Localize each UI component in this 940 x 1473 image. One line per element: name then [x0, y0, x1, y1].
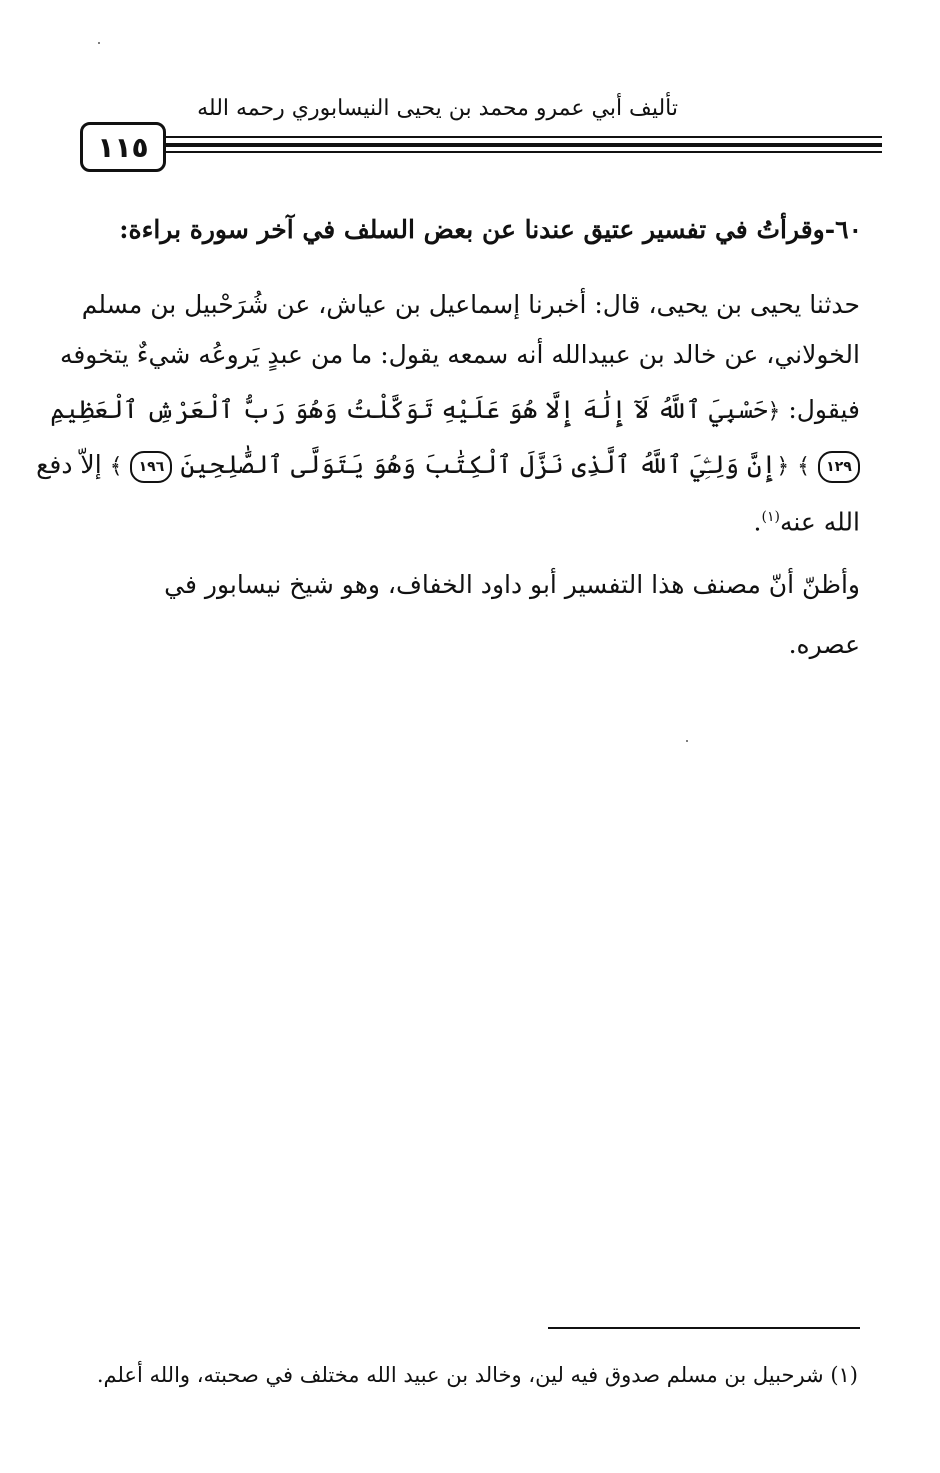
ornate-bracket-open: ﴿ — [767, 399, 781, 424]
text-run: الله عنه — [779, 507, 860, 537]
text-line — [36, 440, 860, 492]
period: . — [753, 507, 762, 537]
text-line: عصره. — [788, 630, 860, 659]
text-line: وأظنّ أنّ مصنف هذا التفسير أبو داود الخفاف، وهو شيخ نيسابور في — [164, 570, 860, 599]
header-rule — [160, 151, 882, 153]
item-heading: ٦٠-وقرأتُ في تفسير عتيق عندنا عن بعض السلف في آخر سورة براءة: — [119, 215, 862, 244]
text-line: حدثنا يحيى بن يحيى، قال: أخبرنا إسماعيل بن عياش، عن شُرَحْبيل بن مسلم — [81, 290, 860, 319]
text-run: فيقول: — [788, 395, 860, 424]
text-run: إلاّ دفع — [36, 450, 102, 479]
text-line — [754, 492, 860, 547]
footnote-separator — [548, 1327, 860, 1329]
page-number: ١١٥ — [80, 122, 166, 172]
speck — [98, 42, 100, 44]
ayah-number-marker: ١٢٩ — [818, 451, 860, 483]
footnote-ref[interactable]: (١) — [761, 509, 780, 525]
footnote: (١) شرحبيل بن مسلم صدوق فيه لين، وخالد بن عبيد الله مختلف في صحبته، والله أعلم. — [96, 1363, 858, 1387]
ornate-bracket-close: ﴾ — [797, 454, 811, 479]
ornate-bracket-close: ﴾ — [109, 454, 123, 479]
quran-verse: حَسْبِيَ ٱللَّهُ لَآ إِلَٰهَ إِلَّا هُوَ عَلَيْهِ تَوَكَّلْتُ وَهُوَ رَبُّ ٱلْعَرْشِ ٱلْعَظِيمِ — [50, 395, 768, 424]
speck — [686, 740, 688, 742]
text-line: الخولاني، عن خالد بن عبيدالله أنه سمعه يقول: ما من عبدٍ يَروعُه شيءٌ يتخوفه — [59, 340, 860, 369]
header-rule — [160, 136, 882, 138]
ornate-bracket-open: ﴿ — [776, 454, 790, 479]
header-rule — [160, 143, 882, 147]
ayah-number-marker: ١٩٦ — [130, 451, 172, 483]
text-line — [50, 385, 860, 437]
quran-verse: إِنَّ وَلِـِّۧيَ ٱللَّهُ ٱلَّذِى نَزَّلَ ٱلْكِتَٰبَ وَهُوَ يَتَوَلَّى ٱلصَّٰلِحِينَ — [180, 450, 777, 479]
running-header: تأليف أبي عمرو محمد بن يحيى النيسابوري رحمه الله — [197, 96, 678, 121]
